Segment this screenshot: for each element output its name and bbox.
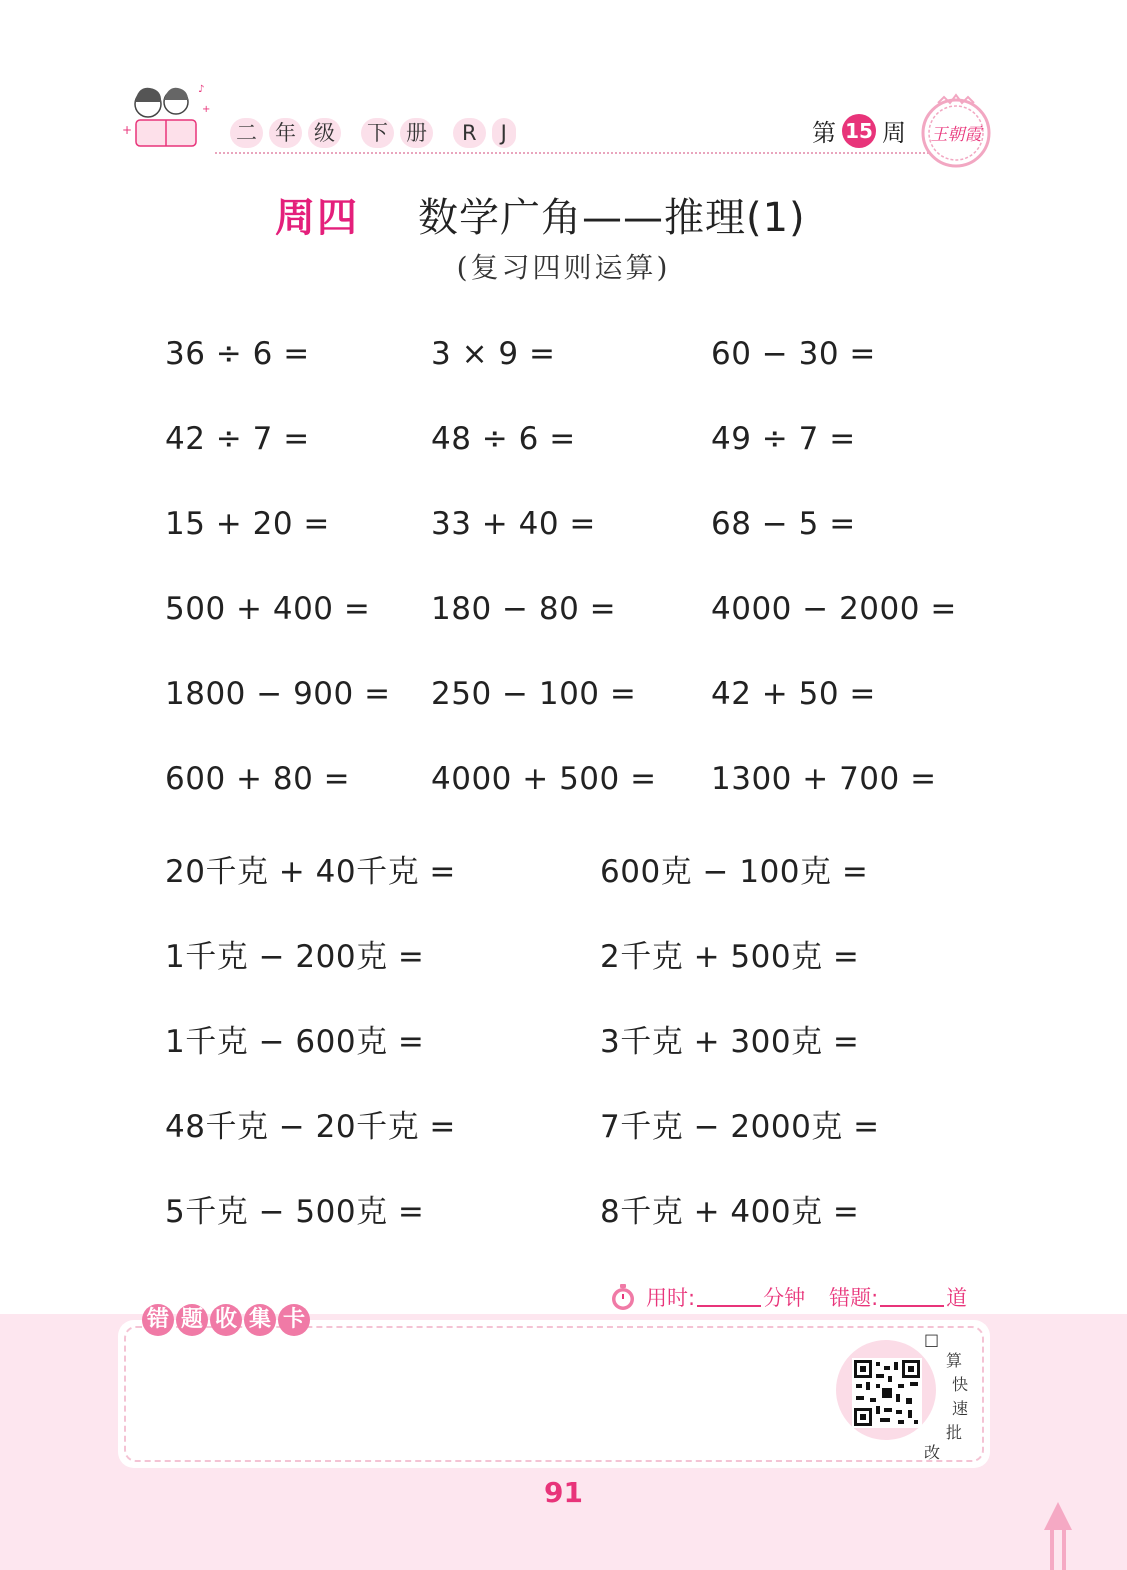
time-blank[interactable] — [697, 1287, 761, 1307]
problem: 48千克 − 20千克 = — [165, 1109, 456, 1145]
card-title-char: 卡 — [278, 1304, 310, 1336]
errors-label: 错题: — [829, 1286, 879, 1310]
problem: 42 ÷ 7 = — [165, 421, 310, 457]
problem: 8千克 + 400克 = — [600, 1194, 860, 1230]
problem: 7千克 − 2000克 = — [600, 1109, 880, 1145]
edition-char-1: R — [453, 118, 486, 148]
problem: 1千克 − 600克 = — [165, 1024, 425, 1060]
problem: 250 − 100 = — [431, 676, 637, 712]
page-subtitle: (复习四则运算) — [456, 251, 671, 284]
problem: 20千克 + 40千克 = — [165, 854, 456, 890]
errors-unit: 道 — [946, 1286, 968, 1310]
problem: 49 ÷ 7 = — [711, 421, 856, 457]
term-char-2: 册 — [400, 118, 433, 148]
svg-text:+: + — [122, 123, 133, 137]
problem: 3 × 9 = — [431, 336, 556, 372]
week-prefix: 第 — [812, 119, 836, 147]
problem: 600克 − 100克 = — [600, 854, 869, 890]
problem: 48 ÷ 6 = — [431, 421, 576, 457]
week-number-badge: 15 — [842, 114, 876, 148]
day-label: 周四 — [275, 195, 359, 241]
qr-side-char: 速 — [952, 1399, 969, 1418]
time-label: 用时: — [646, 1286, 696, 1310]
term-char-1: 下 — [361, 118, 394, 148]
card-title-char: 集 — [244, 1304, 276, 1336]
card-title-char: 收 — [210, 1304, 242, 1336]
grade-char-1: 二 — [230, 118, 263, 148]
problem: 15 + 20 = — [165, 506, 330, 542]
grade-char-3: 级 — [308, 118, 341, 148]
week-suffix: 周 — [882, 119, 906, 147]
problem: 4000 − 2000 = — [711, 591, 957, 627]
problem: 180 − 80 = — [431, 591, 617, 627]
problem: 1千克 − 200克 = — [165, 939, 425, 975]
time-and-errors-row — [608, 1282, 967, 1312]
svg-text:♪: ♪ — [198, 84, 205, 95]
qr-side-char: 批 — [946, 1423, 963, 1442]
edition-char-2: J — [492, 118, 516, 148]
problem: 1800 − 900 = — [165, 676, 391, 712]
error-collection-card-title — [142, 1304, 310, 1336]
up-arrow-icon — [1040, 1500, 1076, 1570]
problem: 68 − 5 = — [711, 506, 856, 542]
problem: 600 + 80 = — [165, 761, 351, 797]
card-title-char: 题 — [176, 1304, 208, 1336]
seal-text: 王朝霞 — [930, 125, 982, 145]
page-title: 数学广角——推理(1) — [418, 195, 806, 241]
problem: 500 + 400 = — [165, 591, 371, 627]
card-title-char: 错 — [142, 1304, 174, 1336]
time-unit: 分钟 — [763, 1286, 806, 1310]
grade-char-2: 年 — [269, 118, 302, 148]
checkbox-icon: □ — [924, 1330, 940, 1349]
problem: 4000 + 500 = — [431, 761, 657, 797]
problem: 2千克 + 500克 = — [600, 939, 860, 975]
problem: 1300 + 700 = — [711, 761, 937, 797]
qr-side-char: 算 — [946, 1351, 963, 1370]
qr-side-char: 快 — [952, 1375, 969, 1394]
problem: 33 + 40 = — [431, 506, 596, 542]
problem: 60 − 30 = — [711, 336, 876, 372]
stopwatch-icon — [608, 1282, 638, 1312]
problem: 42 + 50 = — [711, 676, 876, 712]
qr-side-char: 改 — [924, 1443, 941, 1462]
problem: 36 ÷ 6 = — [165, 336, 310, 372]
problem: 3千克 + 300克 = — [600, 1024, 860, 1060]
problem: 5千克 − 500克 = — [165, 1194, 425, 1230]
errors-blank[interactable] — [880, 1287, 944, 1307]
svg-text:+: + — [202, 104, 211, 115]
qr-code-icon[interactable] — [852, 1358, 922, 1428]
page-number: 91 — [544, 1476, 583, 1509]
